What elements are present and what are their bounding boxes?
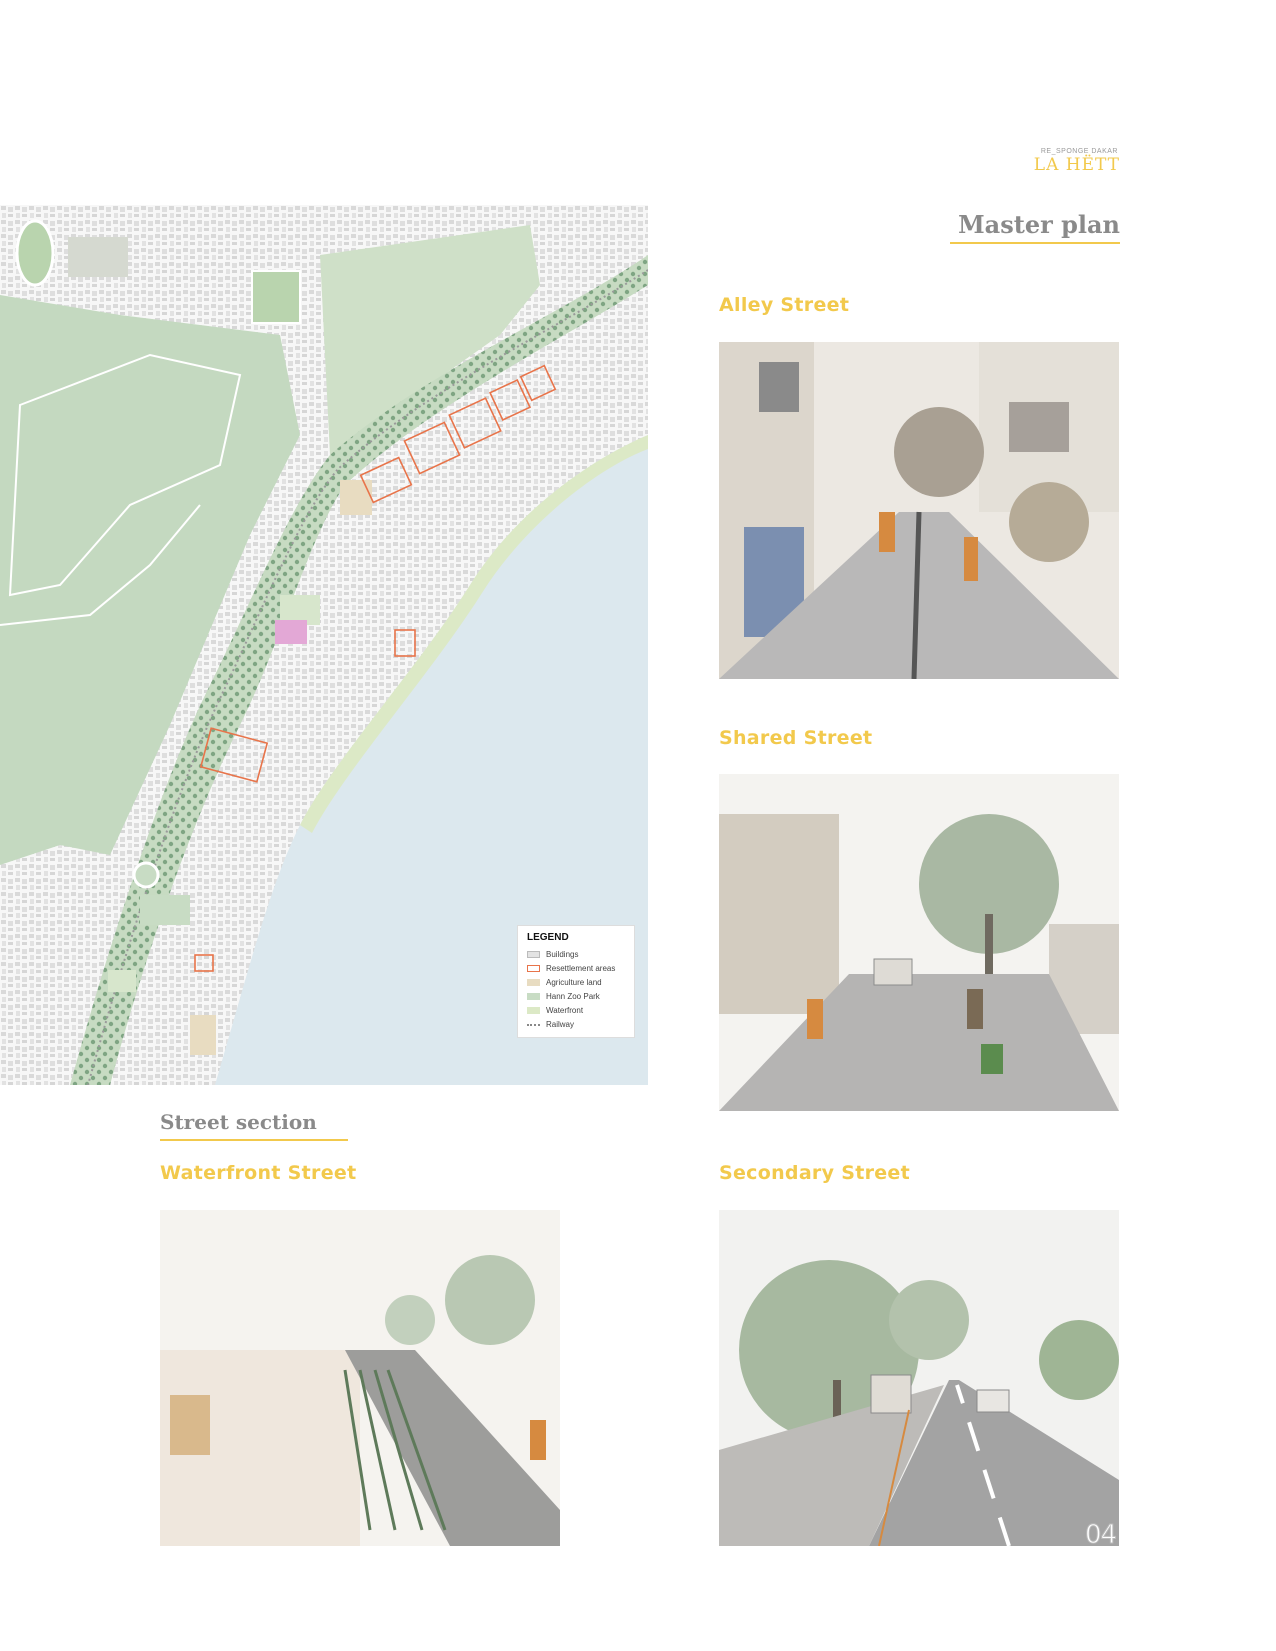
legend-item-zoo-park: [527, 989, 625, 1003]
legend-label: Waterfront: [546, 1005, 584, 1015]
shared-street-caption: Shared Street: [719, 727, 873, 749]
legend-label: Hann Zoo Park: [546, 991, 600, 1001]
title-underline: [950, 242, 1120, 244]
buildings-swatch: [527, 951, 540, 958]
section-underline: [160, 1139, 348, 1141]
agriculture-swatch: [527, 979, 540, 986]
legend-label: Agriculture land: [546, 977, 602, 987]
legend-item-buildings: [527, 947, 625, 961]
page-number: 04: [1085, 1520, 1117, 1550]
master-plan-title: Master plan: [958, 210, 1120, 239]
waterfront-street-image: [160, 1210, 560, 1546]
legend-label: Resettlement areas: [546, 963, 616, 973]
map-legend: [517, 925, 635, 1038]
project-name: RE_SPONGE DAKAR: [1040, 148, 1118, 155]
shared-street-image: [719, 774, 1119, 1111]
brand-logo: LA HËTT: [1033, 155, 1120, 175]
alley-street-caption: Alley Street: [719, 294, 850, 316]
waterfront-swatch: [527, 1007, 540, 1014]
resettlement-swatch: [527, 965, 540, 972]
zoo-park-swatch: [527, 993, 540, 1000]
railway-swatch: [527, 1024, 540, 1026]
legend-item-waterfront: [527, 1003, 625, 1017]
legend-label: Railway: [546, 1019, 575, 1029]
legend-label: Buildings: [546, 949, 579, 959]
legend-item-resettlement: [527, 961, 625, 975]
legend-title: LEGEND: [527, 932, 569, 943]
secondary-street-image: [719, 1210, 1119, 1546]
alley-street-image: [719, 342, 1119, 679]
legend-item-railway: [527, 1017, 625, 1031]
legend-item-agriculture: [527, 975, 625, 989]
street-section-title: Street section: [160, 1110, 317, 1134]
secondary-street-caption: Secondary Street: [719, 1162, 910, 1184]
waterfront-street-caption: Waterfront Street: [160, 1162, 357, 1184]
